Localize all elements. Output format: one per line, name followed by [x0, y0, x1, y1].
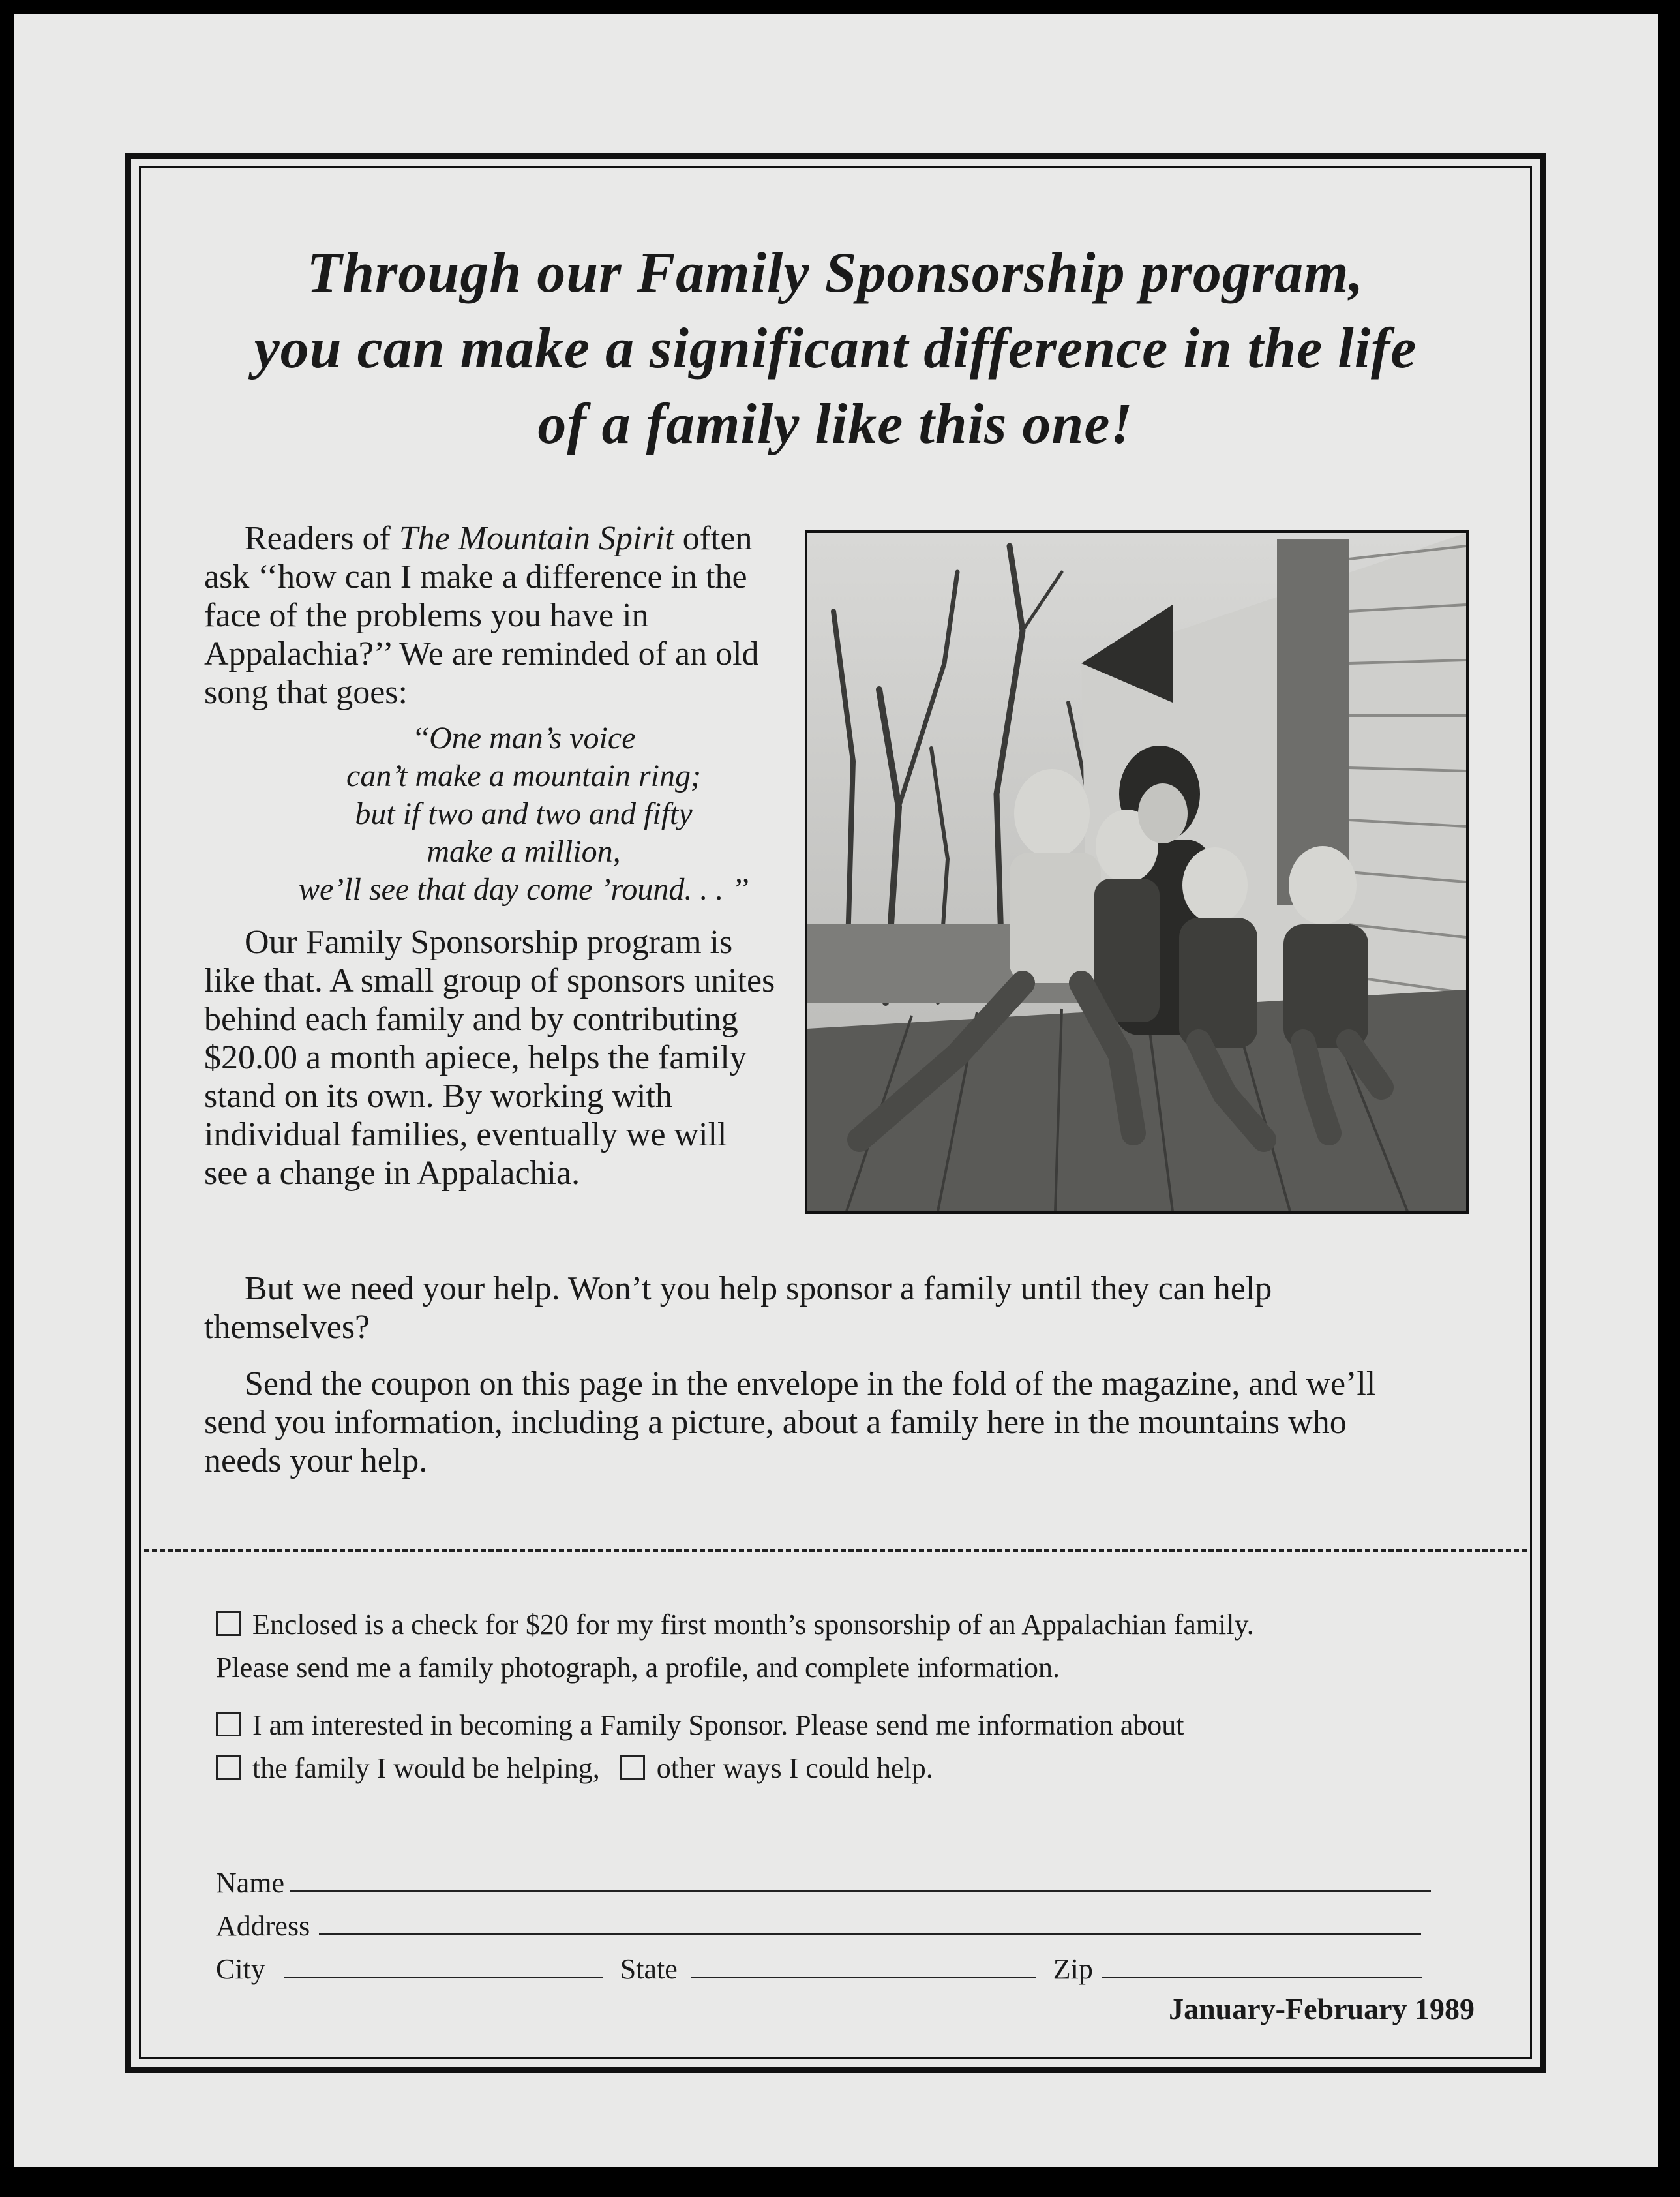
help-paragraph: But we need your help. Won’t you help sponsor a family until they can help themselves?: [204, 1270, 1272, 1346]
name-row: [216, 1862, 1455, 1905]
family-photo-image: [807, 533, 1466, 1211]
poem-line-1: ‘‘One man’s voice: [412, 721, 636, 755]
other-ways-label: other ways I could help.: [656, 1752, 933, 1784]
interested-checkbox[interactable]: [216, 1712, 241, 1736]
name-label: Name: [216, 1867, 285, 1899]
poem-line-4: make a million,: [427, 834, 621, 869]
intro-rest: often ask ‘‘how can I make a difference in the face of the problems you have in Appalachia?’’ We are reminded of an old song that goes:: [204, 520, 759, 711]
option-interested-text: I am interested in becoming a Family Sponsor. Please send me information about: [252, 1709, 1184, 1741]
address-row: [216, 1905, 1455, 1948]
headline-line-2: you can make a significant difference in the life: [254, 317, 1417, 380]
headline-line-3: of a family like this one!: [537, 393, 1133, 456]
zip-field[interactable]: [1102, 1950, 1422, 1978]
city-label: City: [216, 1953, 265, 1985]
option-enclosed-check: [216, 1603, 1455, 1646]
poem-line-2: can’t make a mountain ring;: [346, 759, 701, 793]
magazine-page: [14, 14, 1658, 2167]
poem-line-3: but if two and two and fifty: [355, 796, 693, 831]
address-label: Address: [216, 1910, 310, 1942]
intro-paragraph: [204, 519, 791, 712]
help-section: [204, 1269, 1443, 1480]
family-info-label: the family I would be helping,: [252, 1752, 600, 1784]
sponsorship-coupon: [216, 1603, 1455, 1991]
other-ways-checkbox[interactable]: [620, 1755, 645, 1780]
coupon-cut-line: [144, 1549, 1527, 1552]
song-quote: [276, 720, 772, 909]
enclosed-check-checkbox[interactable]: [216, 1611, 241, 1636]
intro-column: [204, 519, 791, 1192]
option-info-choices: [216, 1747, 1455, 1790]
address-field[interactable]: [319, 1907, 1421, 1935]
option-enclosed-check-text: Enclosed is a check for $20 for my first month’s sponsorship of an Appalachian family.: [252, 1609, 1254, 1641]
send-coupon-paragraph: Send the coupon on this page in the envelope in the fold of the magazine, and we’ll send you information, including a picture, about a family here in the mountains who needs your help.: [204, 1365, 1376, 1479]
option-enclosed-check-text-2: Please send me a family photograph, a profile, and complete information.: [216, 1652, 1060, 1684]
issue-date: January-February 1989: [1169, 1992, 1475, 2025]
family-photo: [805, 530, 1469, 1214]
state-label: State: [620, 1953, 678, 1985]
outer-border: [125, 153, 1546, 2073]
city-field[interactable]: [284, 1950, 603, 1978]
magazine-title: The Mountain Spirit: [398, 520, 674, 557]
intro-lead: Readers of: [245, 520, 399, 557]
city-state-zip-row: [216, 1948, 1455, 1991]
poem-line-5: we’ll see that day come ’round. . . ’’: [298, 872, 749, 907]
family-info-checkbox[interactable]: [216, 1755, 241, 1780]
option-interested: [216, 1704, 1455, 1747]
name-field[interactable]: [290, 1864, 1431, 1892]
headline-line-1: Through our Family Sponsorship program,: [307, 241, 1364, 305]
zip-label: Zip: [1053, 1953, 1093, 1985]
headline: [131, 235, 1540, 462]
program-paragraph: Our Family Sponsorship program is like that. A small group of sponsors unites behind each family and by contributing $20.00 a month apiece, helps the family stand on its own. By working with individual families, eventually we will see a change in Appalachia.: [204, 924, 775, 1192]
state-field[interactable]: [691, 1950, 1036, 1978]
